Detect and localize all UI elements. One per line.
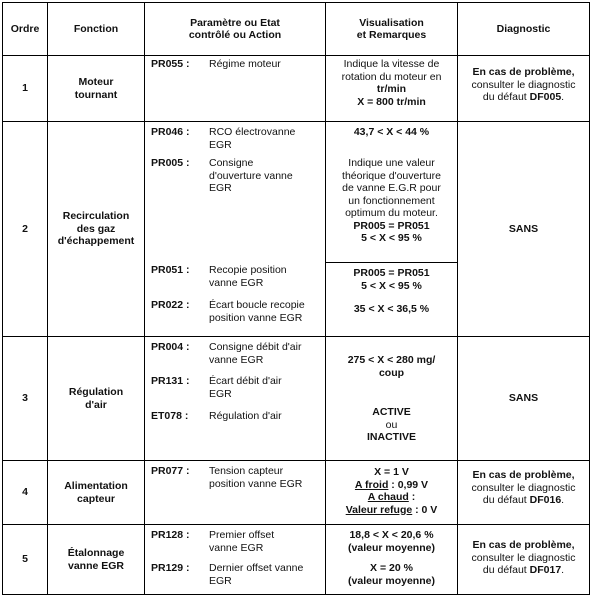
- visu-line: ou: [385, 418, 398, 431]
- param-text: Écart débit d'air EGR: [209, 375, 282, 400]
- diag-line: [462, 91, 585, 104]
- fonction-line: tournant: [74, 88, 118, 101]
- diag-line: du défaut DF016.: [482, 494, 565, 506]
- visu-line: INACTIVE: [366, 431, 416, 443]
- fonction-line: des gaz: [76, 222, 116, 235]
- param-item: [145, 341, 325, 375]
- row-visualisation: [326, 461, 458, 525]
- visu-block: 275 < X < 280 mg/ coup: [347, 354, 436, 379]
- visu-line: (valeur moyenne): [348, 574, 435, 587]
- param-code: PR128 :: [151, 529, 190, 541]
- param-code: ET078 :: [151, 410, 189, 422]
- param-code: PR055 :: [151, 58, 190, 70]
- param-text: Régime moteur: [209, 58, 281, 70]
- row-parametres: [145, 461, 326, 525]
- diag-line: En cas de problème,: [472, 469, 575, 481]
- param-item: [145, 126, 325, 157]
- row-parametres: [145, 525, 326, 595]
- visu-block: PR005 = PR051 5 < X < 95 %: [326, 262, 457, 303]
- row-ordre: 5: [3, 525, 48, 595]
- header-parametre: [145, 3, 326, 56]
- param-code: PR131 :: [151, 375, 190, 387]
- table-row: [3, 525, 590, 595]
- visu-block: Indique une valeur théorique d'ouverture de vanne E.G.R pour un fonctionnement optimum du moteur. PR005 = PR051 5 < X < 95 %: [342, 157, 441, 244]
- row-fonction: [48, 525, 145, 595]
- diag-code: DF016: [529, 494, 562, 506]
- row-diagnostic: [458, 461, 590, 525]
- param-item: [145, 299, 325, 324]
- row-diagnostic: SANS: [458, 122, 590, 337]
- visu-line: ACTIVE: [372, 406, 411, 418]
- row-visualisation: [326, 337, 458, 461]
- row-ordre: 3: [3, 337, 48, 461]
- diag-line: consulter le diagnostic: [471, 78, 576, 91]
- param-code: PR051 :: [151, 264, 190, 276]
- visu-line: A chaud :: [367, 491, 416, 503]
- row-parametres: [145, 122, 326, 337]
- header-visualisation-line2: et Remarques: [356, 29, 427, 41]
- diag-line: En cas de problème,: [472, 539, 575, 551]
- header-visualisation-line1: Visualisation: [359, 16, 424, 29]
- row-diagnostic: SANS: [458, 337, 590, 461]
- diag-line: du défaut DF017.: [482, 564, 565, 576]
- param-text: Écart boucle recopie position vanne EGR: [209, 299, 305, 324]
- table-row: [3, 461, 590, 525]
- header-ordre: Ordre: [3, 3, 48, 56]
- row-parametres: [145, 56, 326, 122]
- param-code: PR005 :: [151, 157, 190, 169]
- visu-line: Valeur refuge : 0 V: [345, 503, 438, 516]
- row-fonction: [48, 122, 145, 337]
- diag-line: consulter le diagnostic: [471, 481, 576, 494]
- visu-line: A froid : 0,99 V: [354, 478, 429, 491]
- param-item: [145, 375, 325, 410]
- param-code: PR129 :: [151, 562, 190, 574]
- header-diagnostic: Diagnostic: [458, 3, 590, 56]
- param-text: Consigne d'ouverture vanne EGR: [209, 157, 293, 194]
- header-parametre-line2: contrôlé ou Action: [188, 29, 282, 41]
- diag-code: DF005: [529, 91, 562, 103]
- diag-prefix: du défaut: [482, 91, 530, 103]
- visu-line: X = 20 %: [370, 562, 413, 574]
- param-text: RCO électrovanne EGR: [209, 126, 296, 151]
- param-item: [145, 465, 325, 490]
- diag-line: En cas de problème,: [472, 66, 575, 78]
- fonction-line: vanne EGR: [67, 559, 125, 572]
- row-visualisation: [326, 56, 458, 122]
- row-ordre: 4: [3, 461, 48, 525]
- param-code: PR022 :: [151, 299, 190, 311]
- diag-line: consulter le diagnostic: [471, 551, 576, 564]
- header-visualisation: [326, 3, 458, 56]
- fonction-line: capteur: [77, 492, 115, 505]
- param-item: [145, 58, 325, 71]
- param-text: Premier offset vanne EGR: [209, 529, 275, 554]
- param-item: [145, 157, 325, 264]
- diag-code: DF017: [529, 564, 562, 576]
- row-fonction: [48, 337, 145, 461]
- header-row: [3, 3, 590, 56]
- param-item: [145, 410, 325, 423]
- param-text: Recopie position vanne EGR: [209, 264, 287, 289]
- row-diagnostic: [458, 525, 590, 595]
- fonction-line: Recirculation: [62, 210, 130, 223]
- visu-line: 35 < X < 36,5 %: [353, 303, 430, 315]
- row-visualisation: [326, 525, 458, 595]
- fonction-line: Moteur: [78, 76, 114, 88]
- visu-line: Indique la vitesse de: [343, 58, 440, 70]
- row-diagnostic: [458, 56, 590, 122]
- fonction-line: d'échappement: [57, 235, 135, 248]
- row-ordre: 1: [3, 56, 48, 122]
- table-row: [3, 56, 590, 122]
- header-fonction: Fonction: [48, 3, 145, 56]
- param-text: Régulation d'air: [209, 410, 282, 422]
- fonction-line: Alimentation: [64, 480, 128, 492]
- table-row: [3, 122, 590, 337]
- param-item: [145, 562, 325, 587]
- row-ordre: 2: [3, 122, 48, 337]
- param-text: Consigne débit d'air vanne EGR: [209, 341, 302, 366]
- param-item: [145, 264, 325, 299]
- header-parametre-line1: Paramètre ou Etat: [190, 16, 280, 29]
- row-fonction: [48, 461, 145, 525]
- row-visualisation: [326, 122, 458, 337]
- visu-line: rotation du moteur en: [341, 70, 442, 83]
- param-text: Tension capteur position vanne EGR: [209, 465, 303, 490]
- visu-line: X = 1 V: [374, 466, 409, 478]
- visu-line: tr/min: [376, 83, 407, 95]
- diag-suffix: .: [561, 91, 565, 103]
- fonction-line: Étalonnage: [67, 547, 125, 559]
- param-item: [145, 529, 325, 562]
- row-fonction: [48, 56, 145, 122]
- row-parametres: [145, 337, 326, 461]
- table-row: [3, 337, 590, 461]
- param-text: Dernier offset vanne EGR: [209, 562, 304, 587]
- param-code: PR004 :: [151, 341, 190, 353]
- param-code: PR046 :: [151, 126, 190, 138]
- diagnostic-table: [2, 2, 590, 595]
- param-code: PR077 :: [151, 465, 190, 477]
- visu-line: 43,7 < X < 44 %: [353, 126, 430, 138]
- visu-line: X = 800 tr/min: [357, 95, 426, 108]
- fonction-line: Régulation: [68, 386, 124, 398]
- visu-block: 18,8 < X < 20,6 % (valeur moyenne): [348, 529, 435, 554]
- fonction-line: d'air: [85, 398, 107, 411]
